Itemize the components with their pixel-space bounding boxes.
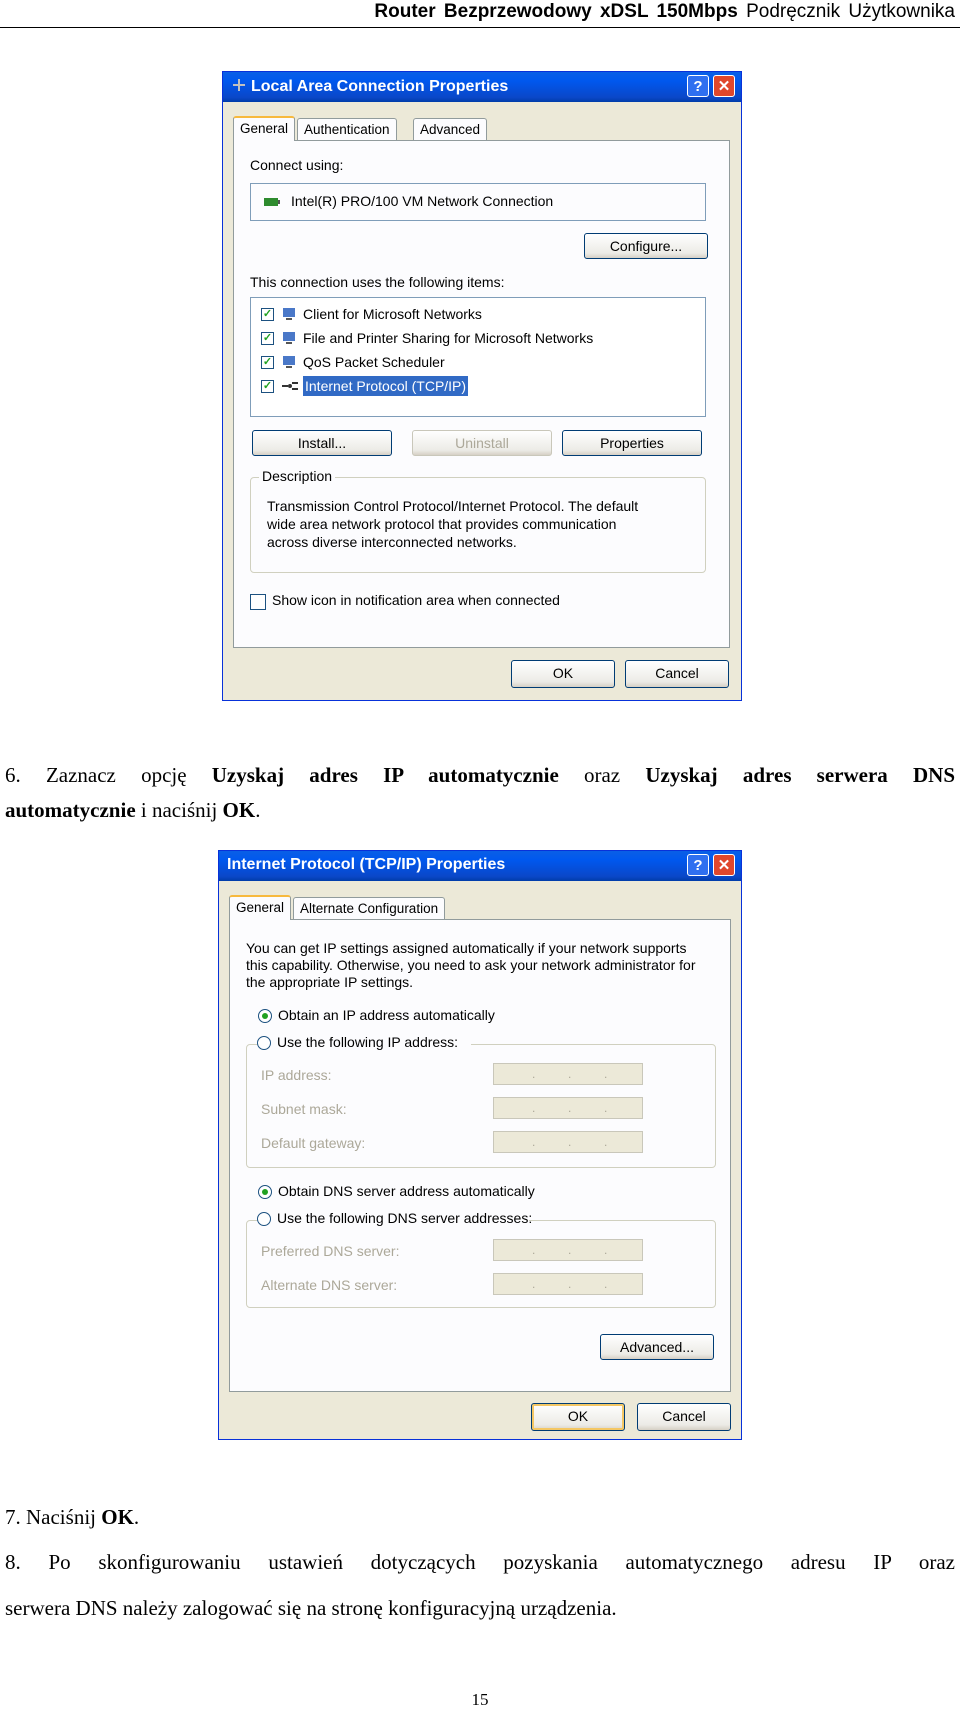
network-card-icon — [263, 194, 281, 210]
cancel-button[interactable]: Cancel — [637, 1403, 731, 1431]
tab-strip — [229, 895, 729, 919]
description-text: across diverse interconnected networks. — [267, 534, 517, 550]
item-label-selected: Internet Protocol (TCP/IP) — [305, 378, 467, 394]
static-ip-group — [246, 1034, 716, 1168]
option-obtain-ip: Uzyskaj adres IP automatycznie — [211, 763, 559, 787]
advanced-button[interactable]: Advanced... — [600, 1334, 714, 1360]
show-icon-checkbox[interactable] — [250, 594, 266, 610]
help-button[interactable]: ? — [687, 854, 709, 876]
connect-using-label: Connect using: — [250, 157, 344, 173]
use-dns-radio[interactable] — [257, 1212, 271, 1226]
item-checkbox[interactable]: ✓ — [262, 308, 273, 320]
title-bar — [219, 851, 741, 881]
obtain-ip-option[interactable] — [258, 1006, 558, 1026]
adapter-name: Intel(R) PRO/100 VM Network Connection — [291, 193, 554, 209]
use-dns-label: Use the following DNS server addresses: — [277, 1210, 533, 1226]
cancel-button[interactable]: Cancel — [625, 660, 729, 688]
dialog-title: Local Area Connection Properties — [251, 78, 509, 95]
use-ip-option[interactable] — [257, 1033, 471, 1053]
components-list[interactable] — [250, 297, 706, 417]
description-group — [250, 468, 706, 573]
use-ip-radio[interactable] — [257, 1036, 271, 1050]
protocol-icon — [281, 378, 299, 394]
obtain-dns-label: Obtain DNS server address automatically — [278, 1183, 535, 1199]
ip-address-field[interactable]: . . . — [493, 1063, 643, 1085]
use-dns-option[interactable] — [257, 1209, 533, 1229]
step-7: 7. Naciśnij OK. — [5, 1505, 140, 1529]
step-6-line-1: 6. Zaznacz opcję Uzyskaj adres IP automatycznie oraz Uzyskaj adres serwera DNS — [5, 763, 956, 787]
tab-advanced[interactable]: Advanced — [413, 118, 487, 140]
tcpip-properties-dialog — [218, 850, 742, 1440]
obtain-dns-radio[interactable] — [258, 1185, 272, 1199]
show-icon-option[interactable] — [250, 591, 650, 613]
header-subtitle: Podręcznik Użytkownika — [746, 1, 955, 22]
ip-address-label: IP address: — [261, 1067, 332, 1083]
preferred-dns-field[interactable]: . . . — [493, 1239, 643, 1261]
default-gateway-field[interactable]: . . . — [493, 1131, 643, 1153]
file-sharing-icon — [281, 330, 299, 346]
list-item[interactable] — [251, 376, 701, 398]
ok-button[interactable]: OK — [511, 660, 615, 688]
option-obtain-dns: Uzyskaj adres serwera DNS — [645, 763, 956, 787]
description-label: Description — [259, 468, 335, 484]
item-label: Client for Microsoft Networks — [303, 306, 482, 322]
close-button[interactable]: ✕ — [713, 854, 735, 876]
header-rule — [0, 27, 960, 28]
subnet-mask-field[interactable]: . . . — [493, 1097, 643, 1119]
step-8-line-1: 8. Po skonfigurowaniu ustawień dotyczących pozyskania automatycznego adresu IP oraz — [5, 1550, 955, 1574]
ok-button[interactable]: OK — [531, 1403, 625, 1431]
list-item[interactable] — [251, 304, 701, 326]
description-text: wide area network protocol that provides communication — [267, 516, 617, 532]
configure-button[interactable]: Configure... — [584, 233, 708, 259]
adapter-field — [250, 183, 706, 221]
uninstall-button[interactable]: Uninstall — [412, 430, 552, 456]
subnet-mask-label: Subnet mask: — [261, 1101, 347, 1117]
static-dns-group — [246, 1210, 716, 1308]
header-title: Router Bezprzewodowy xDSL 150Mbps — [374, 1, 738, 22]
intro-text: the appropriate IP settings. — [246, 974, 414, 990]
general-panel — [233, 140, 730, 648]
tab-general[interactable]: General — [233, 116, 295, 141]
list-item[interactable] — [251, 352, 701, 374]
show-icon-label: Show icon in notification area when connected — [272, 592, 560, 608]
obtain-ip-radio[interactable] — [258, 1009, 272, 1023]
obtain-dns-option[interactable] — [258, 1182, 578, 1202]
description-text: Transmission Control Protocol/Internet Protocol. The default — [267, 498, 639, 514]
network-connection-icon — [231, 77, 247, 93]
tab-authentication[interactable]: Authentication — [297, 118, 397, 140]
tab-strip — [233, 116, 733, 140]
page-number: 15 — [471, 1690, 489, 1709]
close-button[interactable]: ✕ — [713, 75, 735, 97]
item-label: QoS Packet Scheduler — [303, 354, 445, 370]
properties-button[interactable]: Properties — [562, 430, 702, 456]
qos-scheduler-icon — [281, 354, 299, 370]
tab-alternate-configuration[interactable]: Alternate Configuration — [293, 897, 445, 919]
title-bar — [223, 72, 741, 102]
install-button[interactable]: Install... — [252, 430, 392, 456]
item-label: File and Printer Sharing for Microsoft Networks — [303, 330, 594, 346]
intro-text: this capability. Otherwise, you need to ask your network administrator for — [246, 957, 696, 973]
use-ip-label: Use the following IP address: — [277, 1034, 459, 1050]
step-8-line-2: serwera DNS należy zalogować się na stronę konfiguracyjną urządzenia. — [5, 1596, 617, 1620]
preferred-dns-label: Preferred DNS server: — [261, 1243, 400, 1259]
general-panel — [229, 919, 731, 1392]
intro-text: You can get IP settings assigned automatically if your network supports — [246, 940, 687, 956]
help-button[interactable]: ? — [687, 75, 709, 97]
default-gateway-label: Default gateway: — [261, 1135, 366, 1151]
client-network-icon — [281, 306, 299, 322]
tab-general[interactable]: General — [229, 895, 291, 920]
item-checkbox[interactable]: ✓ — [262, 356, 273, 368]
obtain-ip-label: Obtain an IP address automatically — [278, 1007, 495, 1023]
lan-properties-dialog — [222, 71, 742, 701]
items-label: This connection uses the following items: — [250, 274, 505, 290]
dialog-title: Internet Protocol (TCP/IP) Properties — [227, 856, 506, 873]
item-checkbox[interactable]: ✓ — [262, 380, 273, 392]
list-item[interactable] — [251, 328, 701, 350]
item-checkbox[interactable]: ✓ — [262, 332, 273, 344]
alternate-dns-label: Alternate DNS server: — [261, 1277, 398, 1293]
step-6-line-2: automatycznie i naciśnij OK. — [5, 798, 261, 822]
alternate-dns-field[interactable]: . . . — [493, 1273, 643, 1295]
page-header — [0, 0, 955, 26]
